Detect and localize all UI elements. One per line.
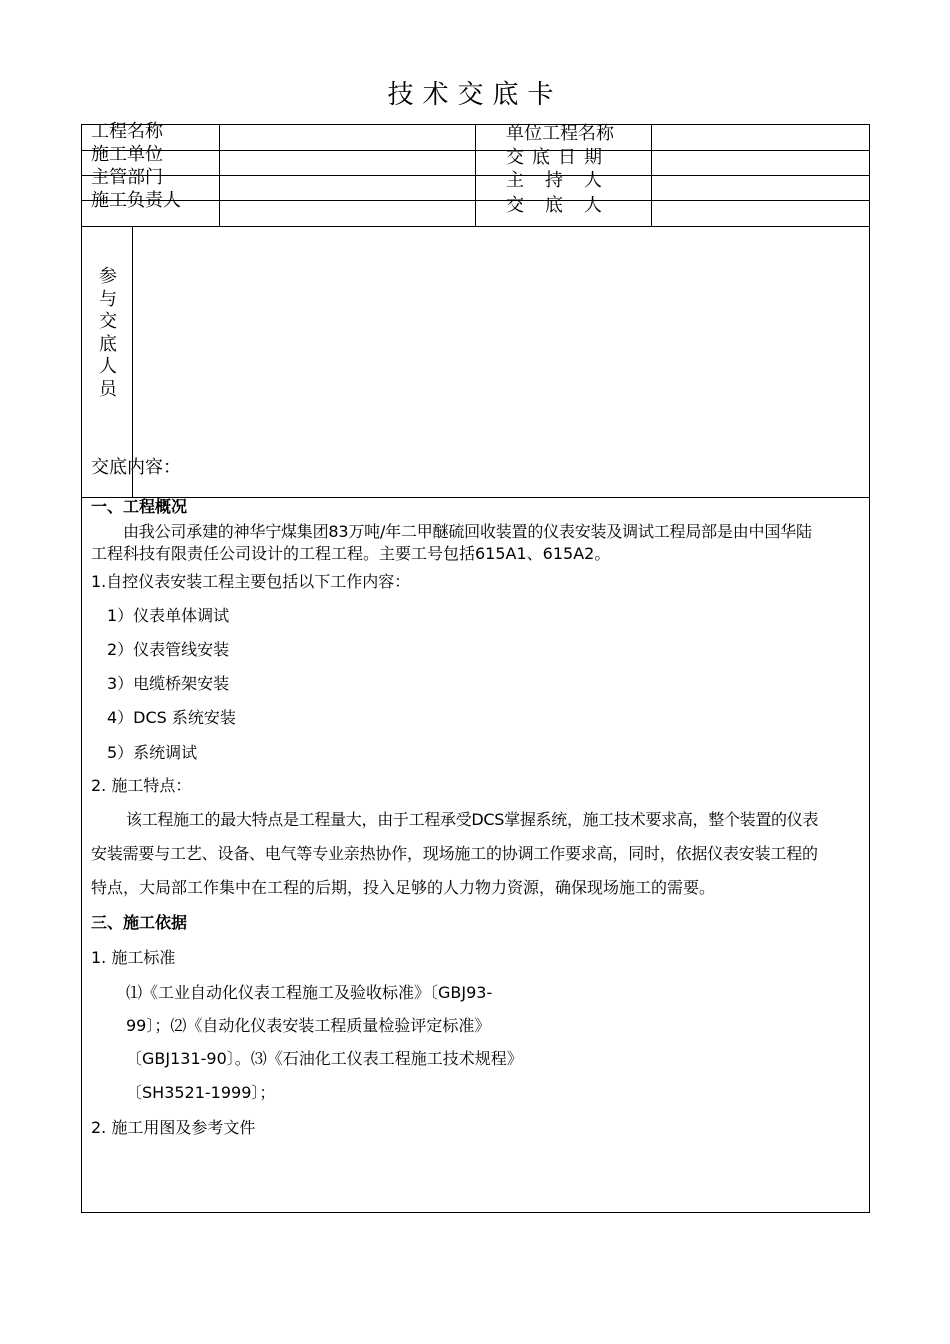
list-item: 2. 施工用图及参考文件	[91, 1118, 256, 1137]
list-item: 1.自控仪表安装工程主要包括以下工作内容：	[91, 572, 411, 591]
paragraph-line: 由我公司承建的神华宁煤集团83万吨/年二甲醚硫回收装置的仪表安装及调试工程局部是由中国华陆	[123, 522, 812, 541]
list-item: 1. 施工标准	[91, 948, 176, 967]
discloser-label: 交底人	[506, 195, 623, 216]
column-divider	[219, 124, 220, 226]
construction-lead-label: 施工负责人	[91, 190, 181, 211]
supervising-dept-label: 主管部门	[91, 167, 163, 188]
header-bottom-divider	[81, 226, 870, 227]
paragraph-line: 特点，大局部工作集中在工程的后期，投入足够的人力物力资源，确保现场施工的需要。	[91, 878, 716, 897]
content-label: 交底内容：	[91, 457, 181, 478]
section-heading: 三、施工依据	[91, 913, 188, 932]
paragraph-line: 工程科技有限责任公司设计的工程工程。主要工号包括615A1、615A2。	[91, 544, 611, 563]
sub-list-item: 5）系统调试	[107, 743, 198, 762]
project-name-label: 工程名称	[91, 121, 163, 142]
column-divider	[651, 124, 652, 226]
paragraph-line: 该工程施工的最大特点是工程量大，由于工程承受DCS掌握系统，施工技术要求高，整个装置的仪表	[126, 810, 819, 829]
standard-line: 99〕；⑵《自动化仪表安装工程质量检验评定标准》	[126, 1016, 491, 1035]
participants-label: 参 与 交 底 人 员	[99, 266, 117, 400]
unit-project-name-label: 单位工程名称	[506, 123, 614, 144]
sub-list-item: 4）DCS 系统安装	[107, 708, 236, 727]
standard-line: 〔SH3521-1999〕；	[126, 1083, 276, 1102]
construction-unit-label: 施工单位	[91, 144, 163, 165]
column-divider	[475, 124, 476, 226]
participants-bottom-divider	[81, 497, 870, 498]
standard-line: ⑴《工业自动化仪表工程施工及验收标准》〔GBJ93-	[126, 983, 493, 1002]
standard-line: 〔GBJ131-90〕。⑶《石油化工仪表工程施工技术规程》	[126, 1049, 523, 1068]
paragraph-line: 安装需要与工艺、设备、电气等专业亲热协作，现场施工的协调工作要求高，同时，依据仪表安装工程的	[91, 844, 818, 863]
page-title: 技术交底卡	[387, 80, 563, 110]
disclosure-date-label: 交底日期	[506, 147, 610, 168]
host-label: 主持人	[506, 170, 623, 191]
section-heading: 一、工程概况	[91, 497, 188, 516]
sub-list-item: 1）仪表单体调试	[107, 606, 230, 625]
list-item: 2. 施工特点：	[91, 776, 192, 795]
sub-list-item: 2）仪表管线安装	[107, 640, 230, 659]
sub-list-item: 3）电缆桥架安装	[107, 674, 230, 693]
